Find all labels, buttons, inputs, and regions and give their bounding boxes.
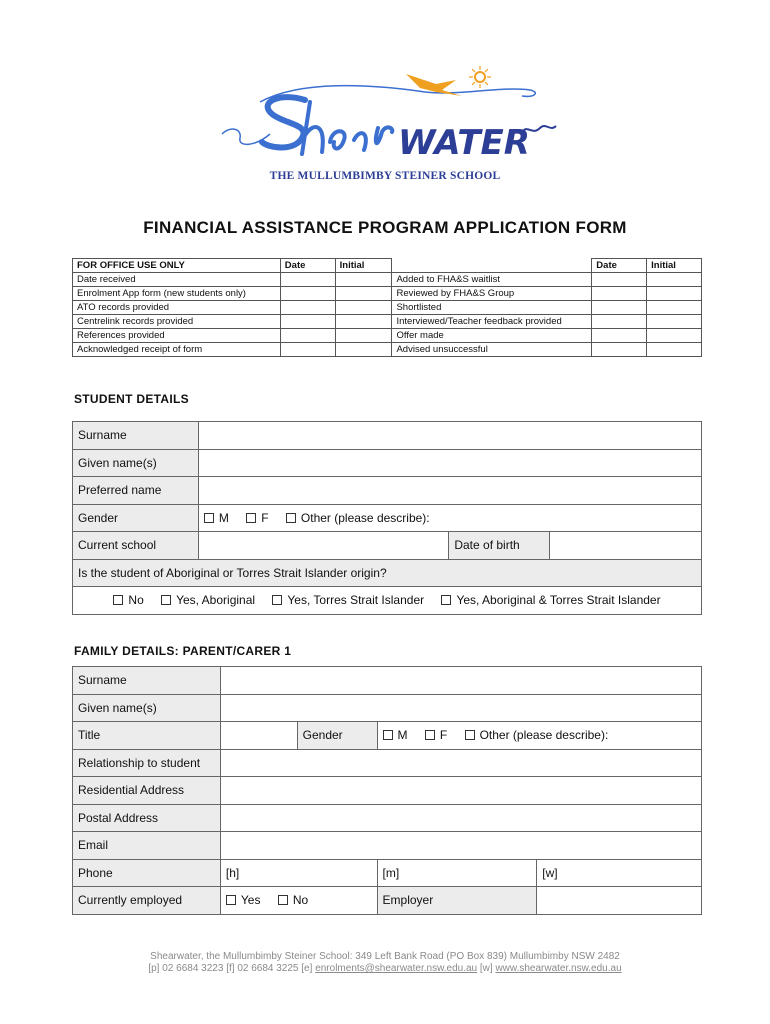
parent-title-label: Title — [73, 722, 221, 750]
office-header-initial: Initial — [335, 259, 392, 273]
checkbox-icon — [204, 513, 214, 523]
office-left-label: Centrelink records provided — [73, 315, 281, 329]
office-left-label: Acknowledged receipt of form — [73, 343, 281, 357]
office-right-label: Added to FHA&S waitlist — [392, 273, 592, 287]
parent-title-field[interactable] — [220, 722, 297, 750]
parent-surname-label: Surname — [73, 667, 221, 695]
office-initial-cell[interactable] — [647, 301, 702, 315]
student-preferred-field[interactable] — [198, 477, 701, 505]
office-date-cell[interactable] — [592, 287, 647, 301]
employed-no-checkbox[interactable] — [278, 893, 308, 907]
office-initial-cell[interactable] — [335, 343, 392, 357]
origin-aboriginal-label: Yes, Aboriginal — [176, 593, 256, 608]
parent-phone-label: Phone — [73, 859, 221, 887]
student-preferred-label: Preferred name — [73, 477, 199, 505]
parent-residential-field[interactable] — [220, 777, 701, 805]
office-initial-cell[interactable] — [647, 343, 702, 357]
office-right-label: Interviewed/Teacher feedback provided — [392, 315, 592, 329]
office-date-cell[interactable] — [592, 343, 647, 357]
form-title: FINANCIAL ASSISTANCE PROGRAM APPLICATION FORM — [143, 218, 627, 237]
office-header-date-2: Date — [592, 259, 647, 273]
office-initial-cell[interactable] — [647, 329, 702, 343]
office-row — [73, 329, 702, 343]
student-surname-label: Surname — [73, 422, 199, 450]
origin-question: Is the student of Aboriginal or Torres Strait Islander origin? — [73, 559, 702, 587]
footer-web-link[interactable]: www.shearwater.nsw.edu.au — [495, 963, 622, 974]
footer-email-label: [e] — [301, 963, 313, 974]
checkbox-icon — [425, 730, 435, 740]
student-dob-label: Date of birth — [449, 532, 550, 560]
checkbox-icon — [161, 595, 171, 605]
parent-postal-field[interactable] — [220, 804, 701, 832]
student-school-label: Current school — [73, 532, 199, 560]
employed-options — [220, 887, 377, 915]
office-date-cell[interactable] — [280, 315, 335, 329]
footer-email-link[interactable]: enrolments@shearwater.nsw.edu.au — [315, 963, 478, 974]
office-initial-cell[interactable] — [335, 329, 392, 343]
office-right-label: Reviewed by FHA&S Group — [392, 287, 592, 301]
checkbox-icon — [383, 730, 393, 740]
employer-field[interactable] — [537, 887, 702, 915]
employed-yes-label: Yes — [240, 893, 261, 908]
origin-tsi-checkbox[interactable] — [272, 593, 424, 607]
student-dob-field[interactable] — [550, 532, 702, 560]
page-footer — [0, 951, 770, 975]
footer-contacts — [0, 963, 770, 975]
office-initial-cell[interactable] — [647, 287, 702, 301]
office-date-cell[interactable] — [280, 273, 335, 287]
parent-gender-f-checkbox[interactable] — [425, 728, 447, 742]
office-header-row — [73, 259, 702, 273]
checkbox-icon — [441, 595, 451, 605]
office-left-label: Enrolment App form (new students only) — [73, 287, 281, 301]
parent-details-table — [72, 666, 702, 915]
parent-email-field[interactable] — [220, 832, 701, 860]
office-header-blank — [392, 259, 592, 273]
checkbox-icon — [278, 895, 288, 905]
office-initial-cell[interactable] — [335, 273, 392, 287]
student-gender-options — [198, 504, 701, 532]
svg-text:WATER: WATER — [398, 123, 530, 163]
school-logo — [210, 62, 560, 192]
employed-yes-checkbox[interactable] — [226, 893, 261, 907]
office-date-cell[interactable] — [592, 273, 647, 287]
origin-options — [73, 587, 702, 615]
office-initial-cell[interactable] — [647, 315, 702, 329]
student-details-table — [72, 421, 702, 615]
parent-gender-m-checkbox[interactable] — [383, 728, 408, 742]
footer-web-label: [w] — [479, 963, 493, 974]
parent-given-field[interactable] — [220, 694, 701, 722]
student-gender-label: Gender — [73, 504, 199, 532]
office-left-label: ATO records provided — [73, 301, 281, 315]
office-date-cell[interactable] — [280, 301, 335, 315]
office-row — [73, 343, 702, 357]
footer-phone: [p] 02 6684 3223 — [148, 963, 224, 974]
office-initial-cell[interactable] — [647, 273, 702, 287]
student-surname-field[interactable] — [198, 422, 701, 450]
parent-email-label: Email — [73, 832, 221, 860]
checkbox-icon — [465, 730, 475, 740]
office-date-cell[interactable] — [592, 315, 647, 329]
gender-other-checkbox[interactable] — [286, 511, 430, 525]
student-section-title: STUDENT DETAILS — [74, 392, 189, 406]
office-left-label: References provided — [73, 329, 281, 343]
student-given-field[interactable] — [198, 449, 701, 477]
footer-address: Shearwater, the Mullumbimby Steiner School: 349 Left Bank Road (PO Box 839) Mullumbimby NSW 2482 — [150, 951, 620, 962]
parent-relationship-label: Relationship to student — [73, 749, 221, 777]
checkbox-icon — [286, 513, 296, 523]
phone-home-field[interactable]: [h] — [220, 859, 377, 887]
office-date-cell[interactable] — [592, 329, 647, 343]
office-row — [73, 301, 702, 315]
office-use-table — [72, 258, 702, 357]
office-header-label: FOR OFFICE USE ONLY — [73, 259, 281, 273]
student-given-label: Given name(s) — [73, 449, 199, 477]
office-header-date: Date — [280, 259, 335, 273]
office-right-label: Shortlisted — [392, 301, 592, 315]
origin-tsi-label: Yes, Torres Strait Islander — [287, 593, 425, 608]
parent-given-label: Given name(s) — [73, 694, 221, 722]
employer-label: Employer — [377, 887, 537, 915]
parent-gender-options — [377, 722, 701, 750]
shearwater-logo-graphic — [210, 62, 560, 172]
parent-residential-label: Residential Address — [73, 777, 221, 805]
phone-work-field[interactable]: [w] — [537, 859, 702, 887]
logo-subtitle: THE MULLUMBIMBY STEINER SCHOOL — [269, 170, 501, 182]
office-row — [73, 287, 702, 301]
student-school-field[interactable] — [198, 532, 448, 560]
employed-no-label: No — [292, 893, 309, 908]
origin-both-label: Yes, Aboriginal & Torres Strait Islander — [456, 593, 661, 608]
office-date-cell[interactable] — [592, 301, 647, 315]
origin-no-label: No — [128, 593, 144, 608]
parent-employed-label: Currently employed — [73, 887, 221, 915]
gender-f-label: F — [261, 510, 269, 525]
office-right-label: Advised unsuccessful — [392, 343, 592, 357]
parent-gender-m-label: M — [397, 728, 408, 743]
parent-gender-f-label: F — [439, 728, 448, 743]
gender-f-checkbox[interactable] — [246, 511, 268, 525]
office-header-initial-2: Initial — [647, 259, 702, 273]
office-right-label: Offer made — [392, 329, 592, 343]
parent-gender-other-label: Other (please describe): — [479, 728, 609, 743]
parent-section-title: FAMILY DETAILS: PARENT/CARER 1 — [74, 644, 292, 658]
office-date-cell[interactable] — [280, 343, 335, 357]
origin-no-checkbox[interactable] — [113, 593, 143, 607]
office-row — [73, 315, 702, 329]
parent-relationship-field[interactable] — [220, 749, 701, 777]
phone-mobile-field[interactable]: [m] — [377, 859, 537, 887]
origin-aboriginal-checkbox[interactable] — [161, 593, 255, 607]
office-initial-cell[interactable] — [335, 287, 392, 301]
gender-m-label: M — [218, 510, 229, 525]
office-left-label: Date received — [73, 273, 281, 287]
checkbox-icon — [226, 895, 236, 905]
checkbox-icon — [113, 595, 123, 605]
checkbox-icon — [272, 595, 282, 605]
office-initial-cell[interactable] — [335, 315, 392, 329]
office-initial-cell[interactable] — [335, 301, 392, 315]
footer-fax: [f] 02 6684 3225 — [226, 963, 299, 974]
checkbox-icon — [246, 513, 256, 523]
parent-gender-other-checkbox[interactable] — [465, 728, 609, 742]
origin-both-checkbox[interactable] — [441, 593, 660, 607]
office-date-cell[interactable] — [280, 287, 335, 301]
parent-postal-label: Postal Address — [73, 804, 221, 832]
gender-other-label: Other (please describe): — [300, 510, 430, 525]
office-date-cell[interactable] — [280, 329, 335, 343]
office-row — [73, 273, 702, 287]
parent-surname-field[interactable] — [220, 667, 701, 695]
parent-gender-label: Gender — [297, 722, 377, 750]
gender-m-checkbox[interactable] — [204, 511, 229, 525]
